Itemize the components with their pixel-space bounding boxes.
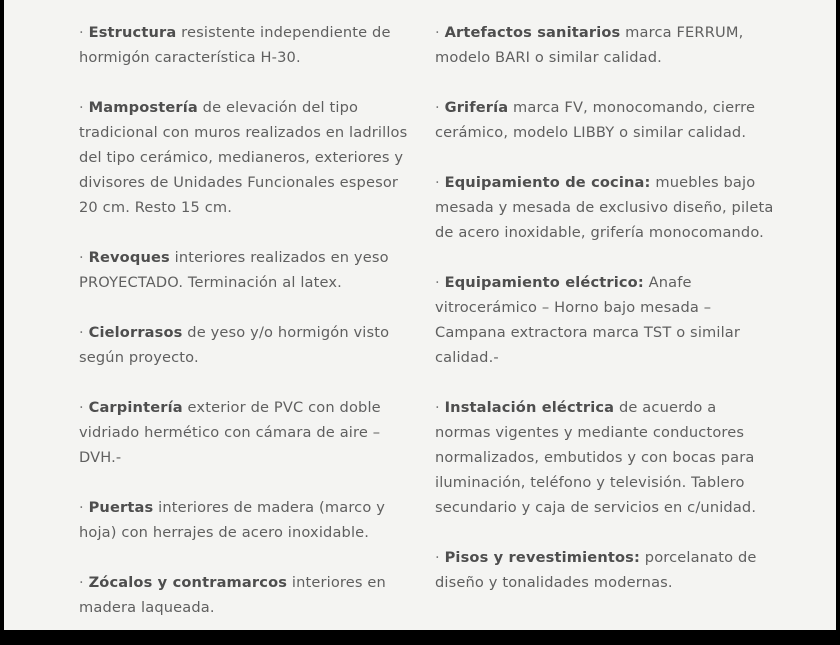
spec-text: de elevación del tipo tradicional con muros realizados en ladrillos del tipo cerámico, medianeros, exteriores y divisores de Unidades Funcionales espesor 20 cm. Resto 15 cm. [79,99,408,216]
spec-title: Artefactos sanitarios [444,24,621,41]
spec-title: Estructura [88,24,177,41]
spec-title: Grifería [444,99,509,116]
spec-text: muebles bajo mesada y mesada de exclusivo diseño, pileta de acero inoxidable, grifería monocomando. [435,174,774,241]
spec-item-cocina [435,170,775,245]
spec-text: exterior de PVC con doble vidriado hermético con cámara de aire – DVH.- [79,399,381,466]
bullet-dot: · [79,574,89,591]
spec-text: marca FV, monocomando, cierre cerámico, modelo LIBBY o similar calidad. [435,99,756,141]
spec-text: resistente independiente de hormigón característica H-30. [79,24,391,66]
bullet-dot: · [435,99,445,116]
spec-item-carpinteria [79,395,414,470]
bullet-dot: · [79,499,89,516]
spec-item-equip-electrico [435,270,775,370]
bullet-dot: · [79,249,89,266]
spec-item-cielorrasos [79,320,414,370]
bullet-dot: · [435,274,445,291]
left-column [79,20,414,645]
bullet-dot: · [79,24,89,41]
bullet-dot: · [435,399,445,416]
bullet-dot: · [435,24,445,41]
spec-title: Zócalos y contramarcos [88,574,288,591]
spec-text: de yeso y/o hormigón visto según proyecto. [79,324,390,366]
spec-item-zocalos [79,570,414,620]
spec-item-mamposteria [79,95,414,220]
spec-title: Revoques [88,249,170,266]
spec-item-estructura [79,20,414,70]
bullet-dot: · [79,99,89,116]
right-column [435,20,775,620]
spec-text: interiores de madera (marco y hoja) con herrajes de acero inoxidable. [79,499,385,541]
spec-title: Mampostería [88,99,198,116]
spec-text: Anafe vitrocerámico – Horno bajo mesada – Campana extractora marca TST o similar calidad.- [435,274,741,366]
spec-title: Puertas [88,499,154,516]
spec-text: interiores realizados en yeso PROYECTADO. Terminación al latex. [79,249,389,291]
spec-item-revoques [79,245,414,295]
spec-title: Instalación eléctrica [444,399,615,416]
spec-title: Pisos y revestimientos: [444,549,640,566]
spec-item-griferia [435,95,775,145]
spec-item-puertas [79,495,414,545]
spec-title: Carpintería [88,399,183,416]
spec-text: porcelanato de diseño y tonalidades modernas. [435,549,757,591]
spec-text: de acuerdo a normas vigentes y mediante conductores normalizados, embutidos y con bocas para iluminación, teléfono y televisión. Tablero secundario y caja de servicios en c/unidad. [435,399,757,516]
spec-text: marca FERRUM, modelo BARI o similar calidad. [435,24,744,66]
spec-text: interiores en madera laqueada. [79,574,386,616]
spec-title: Cielorrasos [88,324,183,341]
bullet-dot: · [79,399,89,416]
bullet-dot: · [435,549,445,566]
bullet-dot: · [79,324,89,341]
bullet-dot: · [435,174,445,191]
spec-sheet [4,0,836,630]
spec-title: Equipamiento de cocina: [444,174,651,191]
spec-item-artefactos [435,20,775,70]
spec-item-pisos [435,545,775,595]
spec-item-instalacion [435,395,775,520]
spec-title: Equipamiento eléctrico: [444,274,644,291]
